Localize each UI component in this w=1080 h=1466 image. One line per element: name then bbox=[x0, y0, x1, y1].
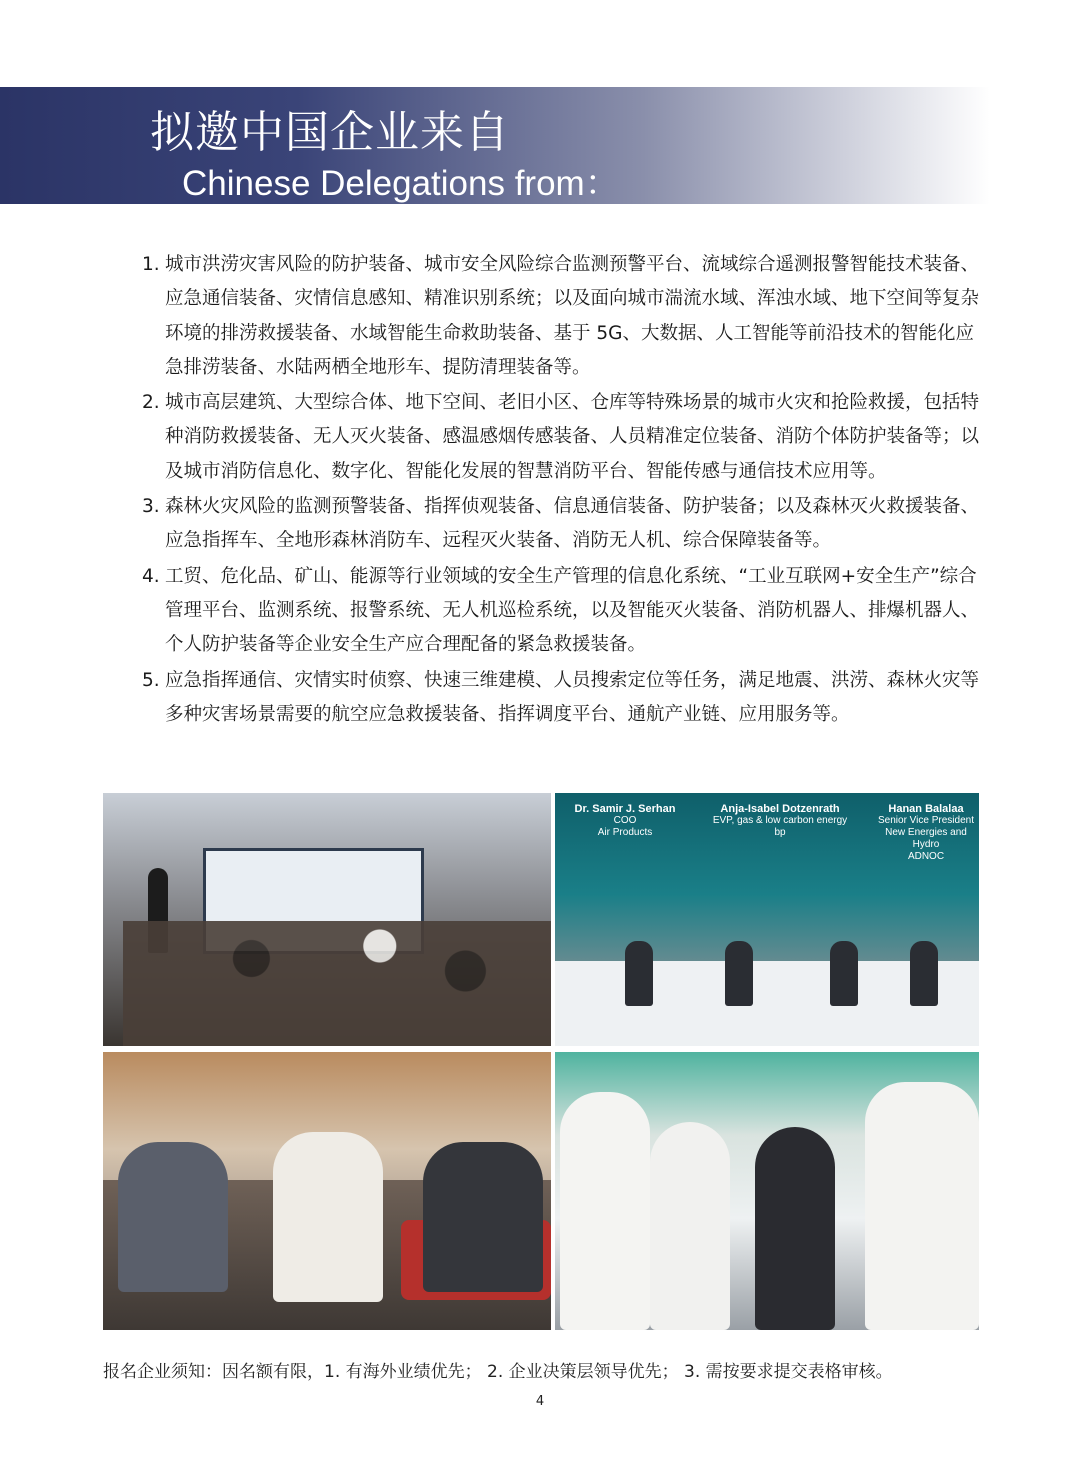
speaker-name: Hanan Balalaa bbox=[888, 803, 964, 815]
list-item-number: 1. bbox=[142, 254, 160, 275]
person-figure bbox=[423, 1142, 543, 1292]
audience bbox=[123, 921, 551, 1046]
speaker-caption bbox=[873, 803, 979, 863]
photo-conference-room bbox=[103, 793, 551, 1046]
page-title-cn: 拟邀中国企业来自 bbox=[150, 107, 510, 158]
list-item bbox=[142, 248, 992, 385]
panelist-figure bbox=[725, 941, 753, 1006]
speaker-role: COO bbox=[613, 815, 637, 826]
list-item bbox=[142, 664, 992, 733]
person-figure bbox=[865, 1082, 979, 1330]
list-item-number: 2. bbox=[142, 392, 160, 414]
list-item-number: 4. bbox=[142, 565, 160, 587]
list-item bbox=[142, 386, 992, 489]
registration-note: 报名企业须知：因名额有限，1. 有海外业绩优先； 2. 企业决策层领导优先； 3. 需按要求提交表格审核。 bbox=[103, 1362, 893, 1382]
page-number: 4 bbox=[535, 1394, 545, 1409]
list-item-text: 森林火灾风险的监测预警装备、指挥侦观装备、信息通信装备、防护装备；以及森林灭火救援装备、应急指挥车、全地形森林消防车、远程灭火装备、消防无人机、综合保障装备等。 bbox=[165, 496, 980, 552]
list-item-number: 3. bbox=[142, 496, 160, 518]
person-figure bbox=[560, 1092, 650, 1330]
list-item-text: 城市洪涝灾害风险的防护装备、城市安全风险综合监测预警平台、流域综合遥测报警智能技术装备、应急通信装备、灾情信息感知、精准识别系统；以及面向城市湍流水域、浑浊水域、地下空间等复杂环境的排涝救援装备、水域智能生命救助装备、基于 5G、大数据、人工智能等前沿技术的智能化应急排涝装备、水陆两栖全地形车、提防清理装备等。 bbox=[165, 254, 980, 378]
panelist-figure bbox=[910, 941, 938, 1006]
panelist-figure bbox=[625, 941, 653, 1006]
speaker-caption bbox=[565, 803, 685, 839]
photo-meeting-lounge bbox=[103, 1052, 551, 1330]
page-title-en: Chinese Delegations from： bbox=[182, 164, 620, 203]
person-figure bbox=[755, 1127, 835, 1330]
speaker-role: Senior Vice President New Energies and Hydro bbox=[878, 815, 974, 850]
speaker-name: Anja-Isabel Dotzenrath bbox=[720, 803, 840, 815]
list-item bbox=[142, 490, 992, 559]
delegation-list bbox=[142, 248, 992, 733]
person-figure bbox=[273, 1132, 383, 1302]
person-figure bbox=[118, 1142, 228, 1292]
speaker-org: Air Products bbox=[597, 827, 653, 838]
photo-panel-discussion bbox=[555, 793, 979, 1046]
speaker-name: Dr. Samir J. Serhan bbox=[574, 803, 676, 815]
list-item bbox=[142, 560, 992, 663]
speaker-org: ADNOC bbox=[907, 851, 945, 862]
speaker-caption bbox=[705, 803, 855, 839]
speaker-org: bp bbox=[774, 827, 786, 838]
list-item-text: 城市高层建筑、大型综合体、地下空间、老旧小区、仓库等特殊场景的城市火灾和抢险救援，包括特种消防救援装备、无人灭火装备、感温感烟传感装备、人员精准定位装备、消防个体防护装备等；以及城市消防信息化、数字化、智能化发展的智慧消防平台、智能传感与通信技术应用等。 bbox=[165, 392, 980, 482]
panelist-figure bbox=[830, 941, 858, 1006]
list-item-text: 工贸、危化品、矿山、能源等行业领域的安全生产管理的信息化系统、“工业互联网+安全生产”综合管理平台、监测系统、报警系统、无人机巡检系统，以及智能灭火装备、消防机器人、排爆机器人、个人防护装备等企业安全生产应合理配备的紧急救援装备。 bbox=[165, 565, 980, 656]
photo-exhibition-hall bbox=[555, 1052, 979, 1330]
speaker-role: EVP, gas & low carbon energy bbox=[712, 815, 848, 826]
list-item-number: 5. bbox=[142, 669, 160, 691]
person-figure bbox=[650, 1122, 730, 1330]
list-item-text: 应急指挥通信、灾情实时侦察、快速三维建模、人员搜索定位等任务，满足地震、洪涝、森林火灾等多种灾害场景需要的航空应急救援装备、指挥调度平台、通航产业链、应用服务等。 bbox=[165, 669, 980, 725]
photo-grid bbox=[103, 793, 979, 1330]
